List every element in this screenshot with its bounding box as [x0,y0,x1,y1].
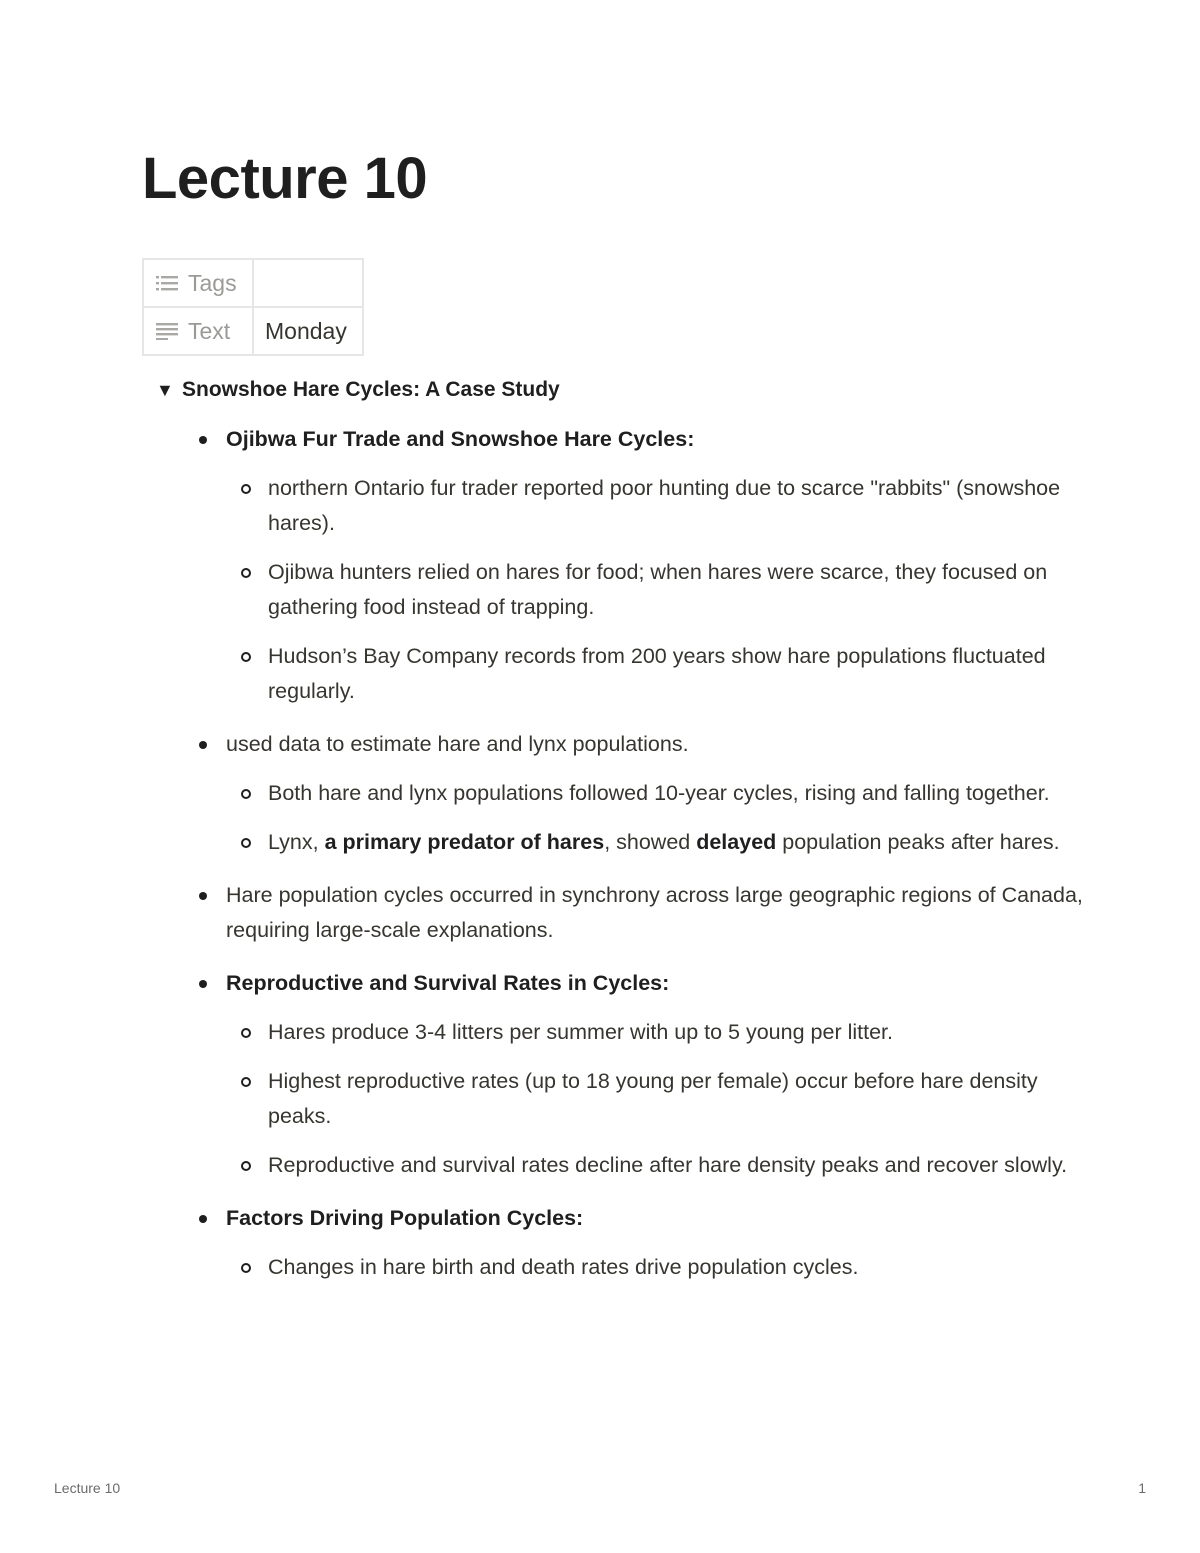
sub-list [226,1015,1100,1183]
property-name-cell [143,307,253,355]
section-heading: Factors Driving Population Cycles: [226,1206,584,1230]
property-name-cell [143,259,253,307]
toggle-arrow-icon[interactable]: ▼ [156,379,174,400]
property-name-tags: Tags [188,269,237,296]
list-item [156,1201,1100,1285]
list-item: Hares produce 3-4 litters per summer with up to 5 young per litter. [226,1015,1100,1050]
list-item: Reproductive and survival rates decline after hare density peaks and recover slowly. [226,1148,1100,1183]
property-row-text [143,307,363,355]
sub-list [226,776,1100,860]
toggle-header[interactable] [156,374,1100,406]
page-title: Lecture 10 [142,146,428,211]
list-item: Highest reproductive rates (up to 18 young per female) occur before hare density peaks. [226,1064,1100,1134]
list-item [156,966,1100,1183]
section-heading: Ojibwa Fur Trade and Snowshoe Hare Cycles: [226,427,695,451]
properties-table [142,258,364,356]
list-item: Both hare and lynx populations followed 10-year cycles, rising and falling together. [226,776,1100,811]
list-item: Hudson’s Bay Company records from 200 years show hare populations fluctuated regularly. [226,639,1100,709]
section-heading: Reproductive and Survival Rates in Cycles: [226,971,670,995]
property-value-text[interactable]: Monday [253,307,363,355]
toggle-heading: Snowshoe Hare Cycles: A Case Study [182,378,560,401]
list-item [156,422,1100,709]
list-item: Hare population cycles occurred in synchrony across large geographic regions of Canada, requiring large-scale explanations. [156,878,1100,948]
list-item: Ojibwa hunters relied on hares for food; when hares were scarce, they focused on gathering food instead of trapping. [226,555,1100,625]
property-row-tags [143,259,363,307]
list-icon [156,274,178,292]
property-value-tags[interactable] [253,259,363,307]
toggle-block [156,374,1100,1285]
sub-list [226,1250,1100,1285]
list-item: Changes in hare birth and death rates drive population cycles. [226,1250,1100,1285]
footer-title: Lecture 10 [54,1480,121,1496]
bullet-list [156,422,1100,1285]
page-number: 1 [1138,1480,1146,1496]
list-item: northern Ontario fur trader reported poor hunting due to scarce "rabbits" (snowshoe hares). [226,471,1100,541]
list-item: used data to estimate hare and lynx populations. Both hare and lynx populations followed 10-year cycles, rising and falling together. Lynx, a primary predator of hares, showed delayed population peaks after hares. [156,727,1100,860]
sub-list [226,471,1100,709]
text-lines-icon [156,322,178,340]
list-item: Lynx, a primary predator of hares, showed delayed population peaks after hares. [226,825,1100,860]
property-name-text: Text [188,317,231,344]
